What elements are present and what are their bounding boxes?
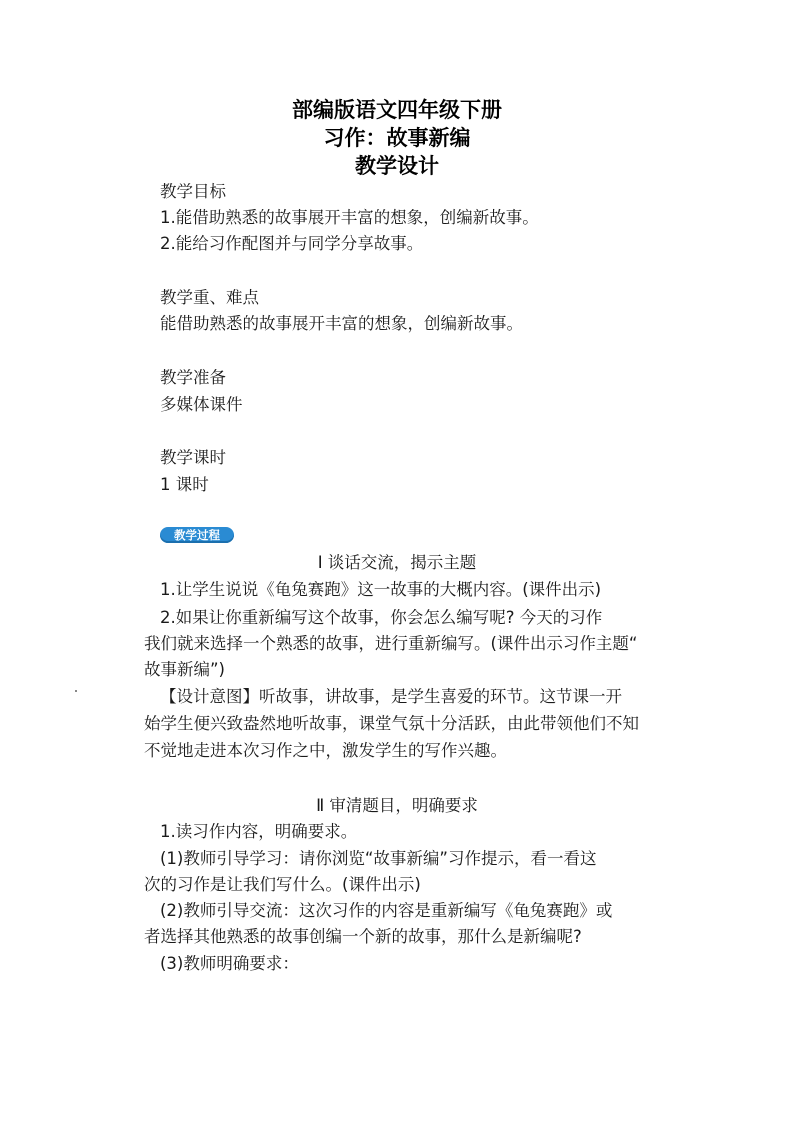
keypoints-heading: 教学重、难点 (160, 288, 259, 307)
section-1-para-2-line-1: 2.如果让你重新编写这个故事，你会怎么编写呢? 今天的习作 (160, 608, 603, 627)
section-2-heading: Ⅱ 审清题目，明确要求 (316, 796, 478, 815)
section-2-para-2-line-1: (1)教师引导学习：请你浏览“故事新编”习作提示，看一看这 (160, 849, 597, 868)
section-1-heading: Ⅰ 谈话交流，揭示主题 (317, 553, 477, 572)
section-1-para-2-line-3: 故事新编”) (144, 660, 225, 679)
design-intent-line-3: 不觉地走进本次习作之中，激发学生的写作兴趣。 (144, 741, 507, 760)
stray-dot (75, 690, 77, 692)
goals-heading: 教学目标 (160, 182, 226, 201)
doc-title-line2: 习作：故事新编 (323, 126, 471, 150)
section-2-para-2-line-2: 次的习作是让我们写什么。(课件出示) (144, 875, 421, 894)
process-badge: 教学过程 (160, 527, 234, 543)
design-intent-line-1: 【设计意图】听故事，讲故事，是学生喜爱的环节。这节课一开 (160, 687, 622, 706)
keypoints-text: 能借助熟悉的故事展开丰富的想象，创编新故事。 (160, 314, 523, 333)
section-1-para-1: 1.让学生说说《龟兔赛跑》这一故事的大概内容。(课件出示) (160, 580, 602, 599)
prep-heading: 教学准备 (160, 368, 226, 387)
design-intent-line-2: 始学生便兴致盎然地听故事，课堂气氛十分活跃，由此带领他们不知 (144, 714, 639, 733)
doc-title-line1: 部编版语文四年级下册 (292, 98, 502, 122)
section-2-para-1: 1.读习作内容，明确要求。 (160, 822, 358, 841)
section-1-para-2-line-2: 我们就来选择一个熟悉的故事，进行重新编写。(课件出示习作主题“ (144, 634, 638, 653)
section-2-para-4: (3)教师明确要求： (160, 954, 299, 973)
hours-heading: 教学课时 (160, 448, 226, 467)
goal-item-1: 1.能借助熟悉的故事展开丰富的想象，创编新故事。 (160, 208, 539, 227)
doc-title-line3: 教学设计 (355, 154, 439, 178)
goal-item-2: 2.能给习作配图并与同学分享故事。 (160, 234, 424, 253)
section-2-para-3-line-1: (2)教师引导交流：这次习作的内容是重新编写《龟兔赛跑》或 (160, 901, 613, 920)
prep-text: 多媒体课件 (160, 395, 243, 414)
section-2-para-3-line-2: 者选择其他熟悉的故事创编一个新的故事，那什么是新编呢? (144, 927, 582, 946)
hours-text: 1 课时 (160, 475, 209, 494)
